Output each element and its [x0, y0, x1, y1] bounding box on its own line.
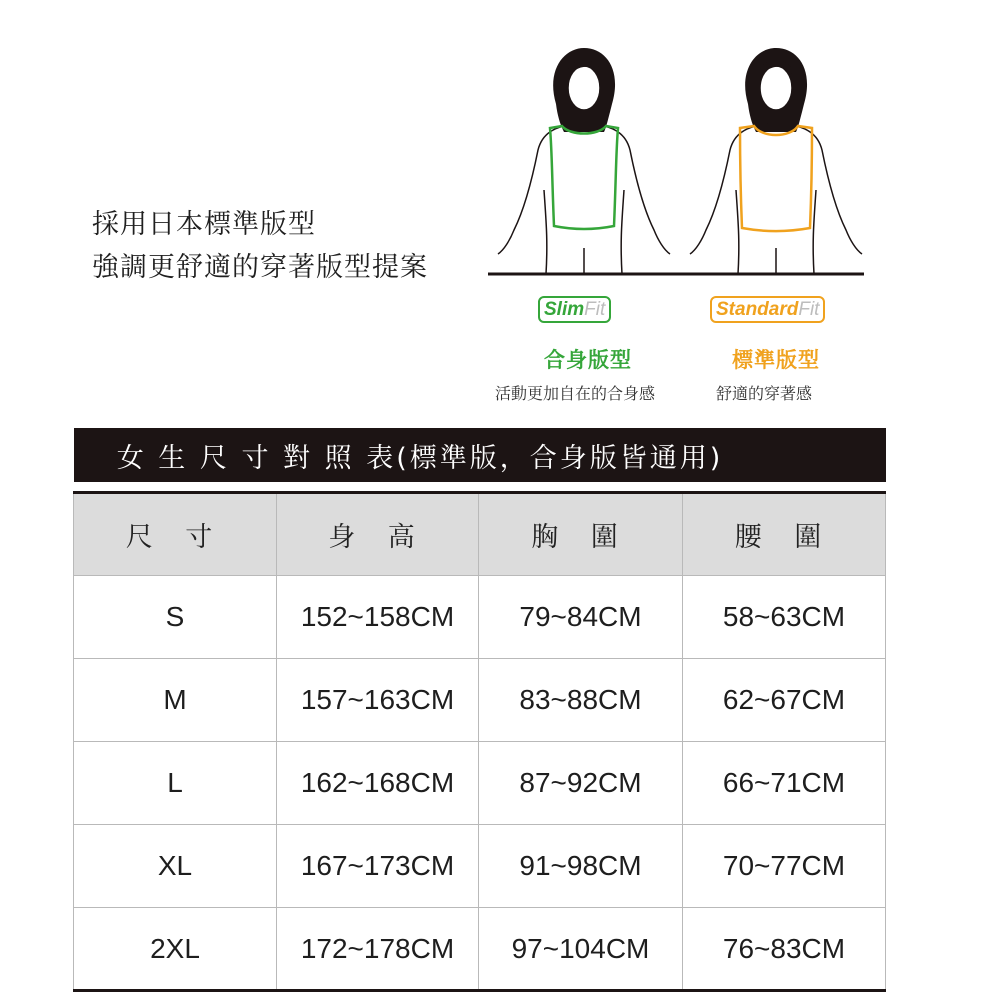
cell-chest: 97~104CM	[479, 908, 683, 991]
header-chest: 胸 圍	[479, 493, 683, 576]
cell-height: 162~168CM	[277, 742, 479, 825]
slim-fit-badge	[538, 296, 611, 323]
slim-fit-desc: 活動更加自在的合身感	[495, 384, 656, 403]
header-waist: 腰 圍	[683, 493, 886, 576]
table-row	[74, 825, 886, 908]
size-chart-banner	[74, 428, 886, 482]
cell-waist: 62~67CM	[683, 659, 886, 742]
figures-svg	[480, 40, 870, 290]
size-chart-title: 女 生 尺 寸 對 照 表(標準版，合身版皆通用)	[116, 442, 724, 474]
cell-size: M	[74, 659, 277, 742]
table-row	[74, 659, 886, 742]
cell-chest: 79~84CM	[479, 576, 683, 659]
cell-size: L	[74, 742, 277, 825]
fit-illustration	[480, 40, 870, 290]
size-chart-table	[73, 491, 886, 992]
cell-size: S	[74, 576, 277, 659]
cell-waist: 76~83CM	[683, 908, 886, 991]
header-height: 身 高	[277, 493, 479, 576]
standard-fit-desc: 舒適的穿著感	[716, 384, 813, 403]
slim-fit-figure	[498, 48, 670, 274]
cell-size: 2XL	[74, 908, 277, 991]
cell-chest: 87~92CM	[479, 742, 683, 825]
table-row	[74, 908, 886, 991]
intro-line-1: 採用日本標準版型	[92, 209, 316, 240]
cell-size: XL	[74, 825, 277, 908]
standard-fit-badge	[710, 296, 825, 323]
cell-waist: 58~63CM	[683, 576, 886, 659]
cell-waist: 66~71CM	[683, 742, 886, 825]
cell-height: 172~178CM	[277, 908, 479, 991]
standard-fit-figure	[690, 48, 862, 274]
standard-badge-main: Standard	[716, 298, 799, 320]
standard-fit-title: 標準版型	[732, 348, 820, 372]
standard-badge-sub: Fit	[798, 298, 820, 320]
header-size: 尺 寸	[74, 493, 277, 576]
slim-badge-sub: Fit	[584, 298, 606, 320]
cell-waist: 70~77CM	[683, 825, 886, 908]
slim-fit-title: 合身版型	[544, 348, 632, 372]
intro-text	[92, 203, 428, 289]
cell-chest: 83~88CM	[479, 659, 683, 742]
cell-height: 157~163CM	[277, 659, 479, 742]
intro-line-2: 強調更舒適的穿著版型提案	[92, 252, 428, 283]
table-row	[74, 576, 886, 659]
table-row	[74, 742, 886, 825]
slim-badge-main: Slim	[544, 298, 585, 320]
cell-height: 167~173CM	[277, 825, 479, 908]
table-header-row	[74, 493, 886, 576]
cell-chest: 91~98CM	[479, 825, 683, 908]
cell-height: 152~158CM	[277, 576, 479, 659]
